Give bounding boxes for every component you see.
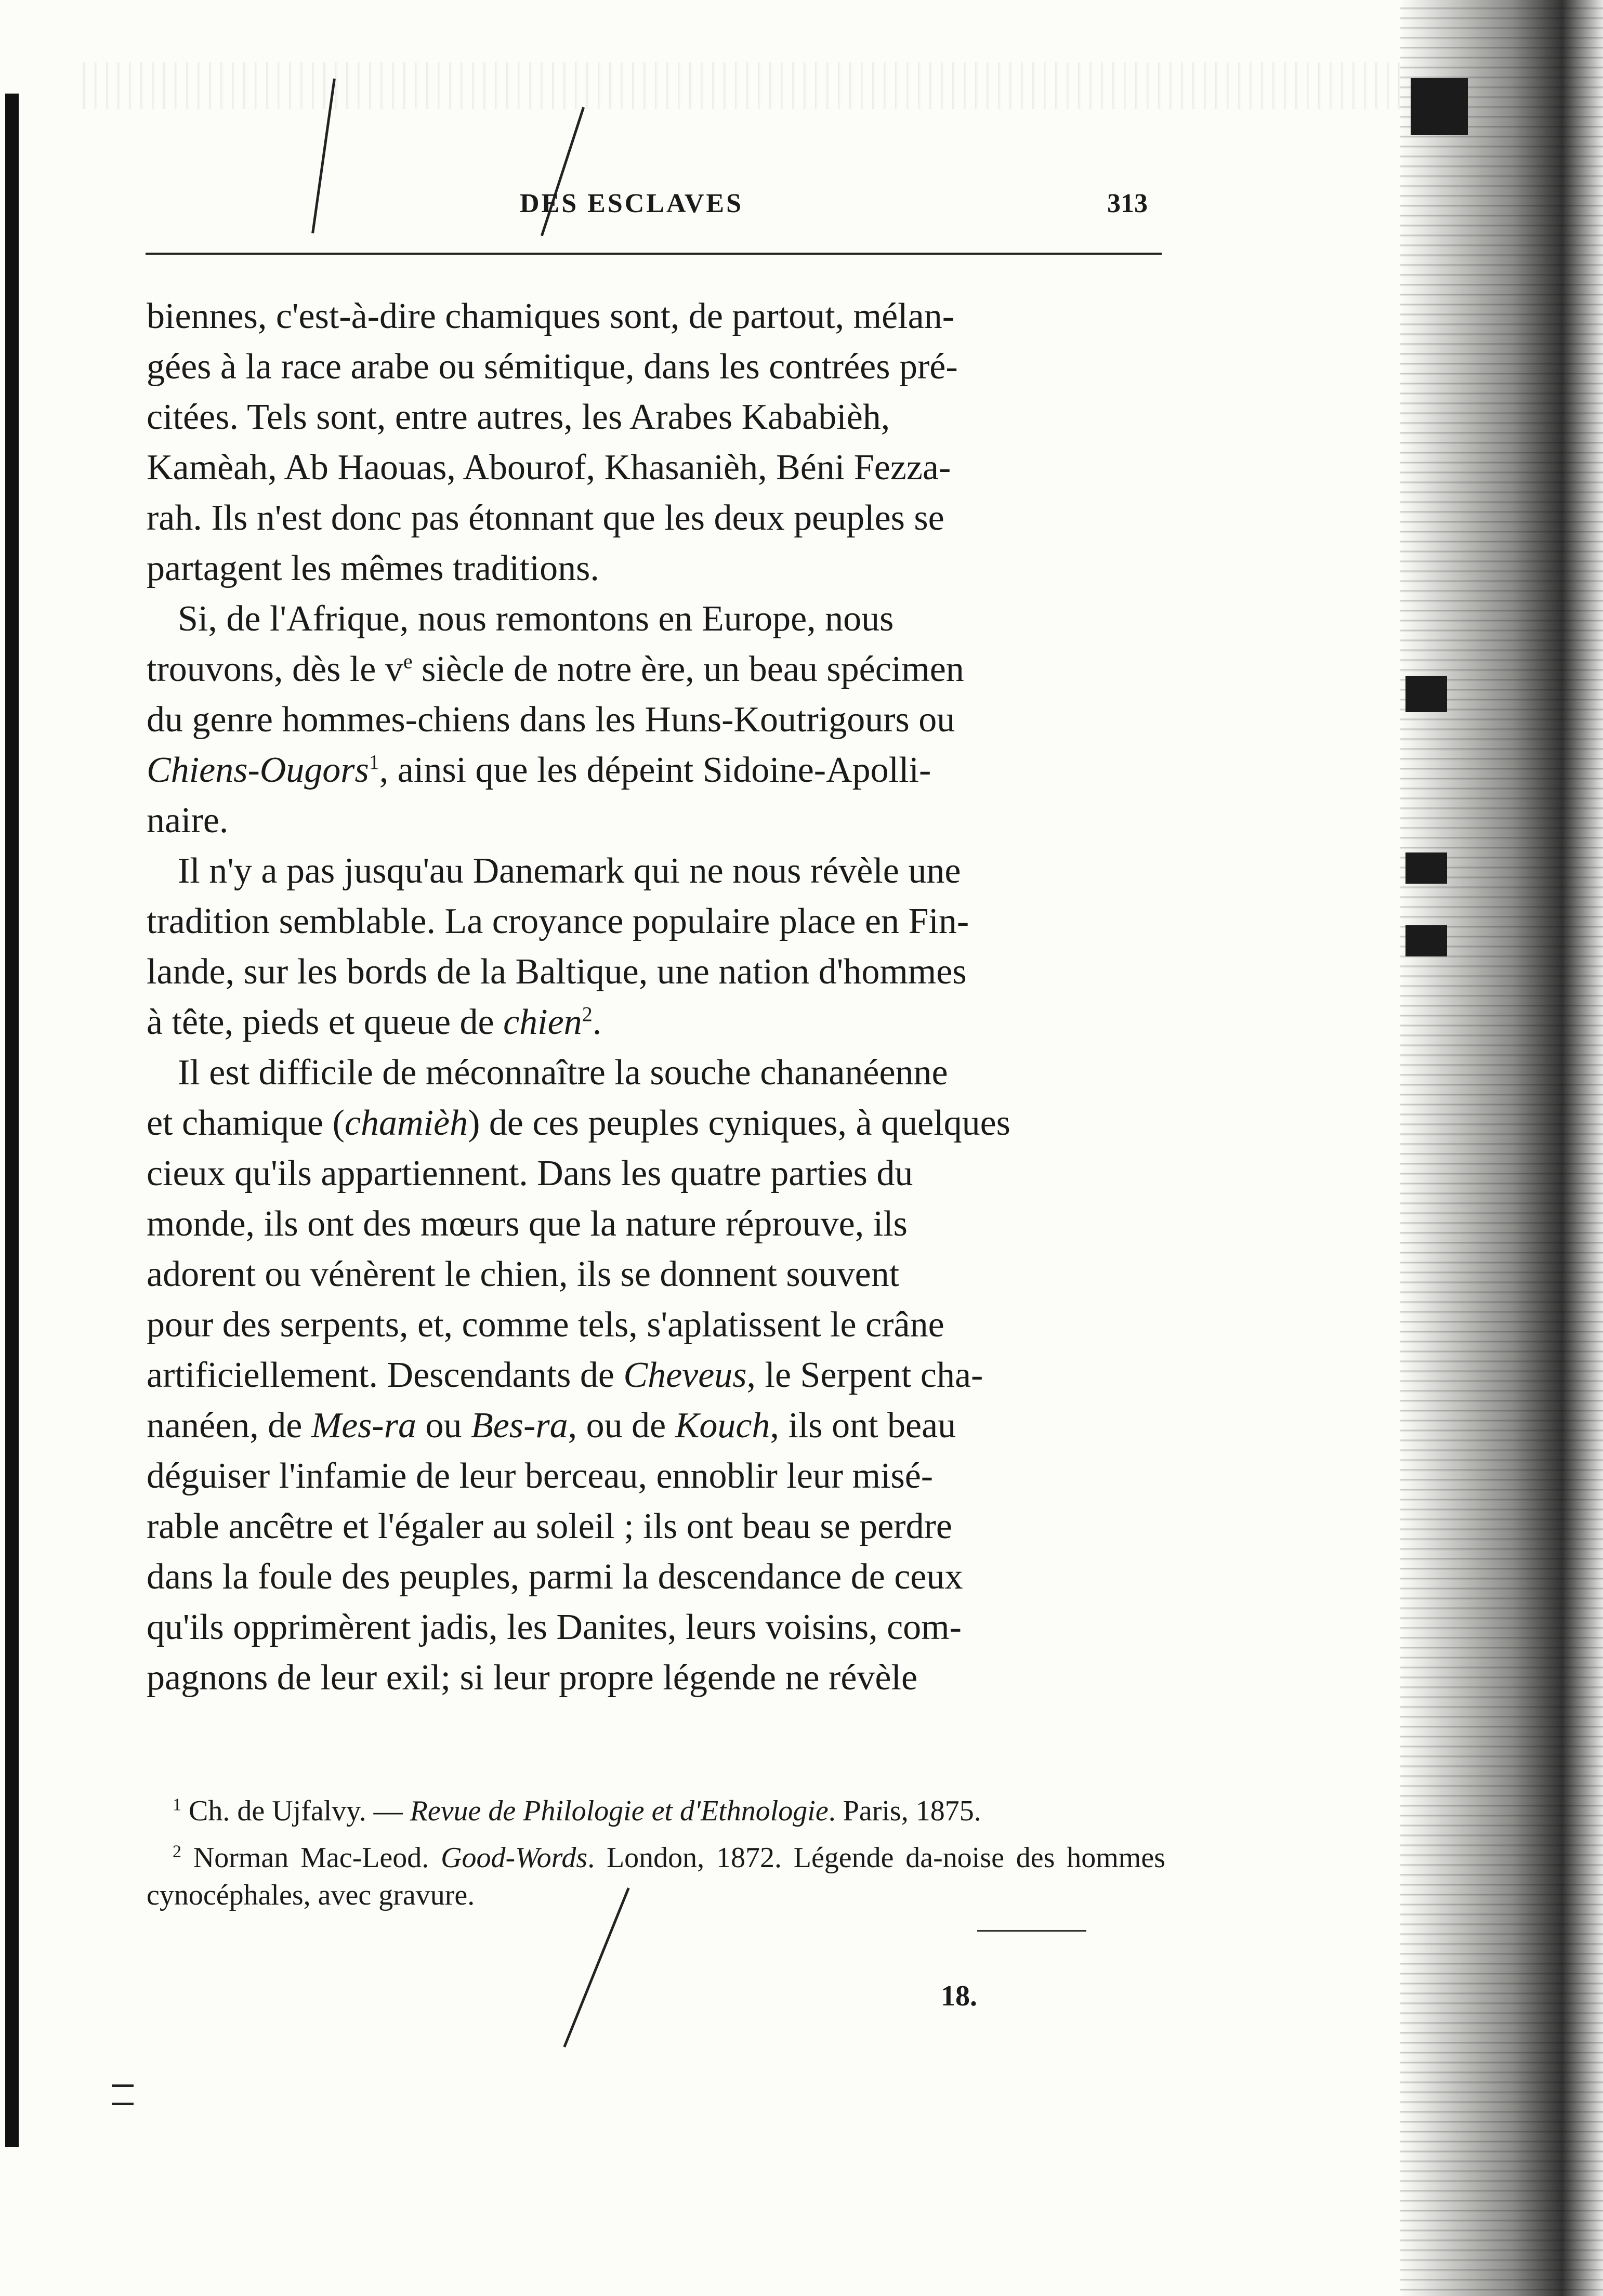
footnote-title: Revue de Philologie et d'Ethnologie (410, 1795, 829, 1827)
text-line: ) de ces peuples cyniques, à quelques (468, 1103, 1010, 1143)
superscript: e (403, 649, 413, 673)
scan-dark-block (1405, 676, 1447, 712)
footnote-text: Norman Mac-Leod. (181, 1842, 441, 1874)
header-rule (146, 253, 1162, 255)
text-line: à tête, pieds et queue de (147, 1002, 504, 1042)
italic-term: Mes-ra (311, 1406, 416, 1446)
italic-term: chamièh (344, 1103, 468, 1143)
text-line: rah. Ils n'est donc pas étonnant que les deux peuples se (147, 498, 944, 538)
text-line: adorent ou vénèrent le chien, ils se donnent souvent (147, 1254, 900, 1294)
paragraph-1 (147, 291, 1165, 594)
paragraph-4 (147, 1047, 1165, 1703)
footnote-text: . London, 1872. Légende da-noise des hommes cynocéphales, avec gravure. (147, 1842, 1166, 1911)
italic-term: chien (503, 1002, 582, 1042)
footnote-mark: 2 (173, 1842, 181, 1861)
text-line: . (592, 1002, 602, 1042)
text-line: Il est difficile de méconnaître la souche chananéenne (178, 1053, 948, 1093)
footnote-title: Good-Words (441, 1842, 588, 1874)
footnotes (147, 1792, 1165, 1923)
paragraph-3 (147, 846, 1165, 1047)
footnote-2 (147, 1839, 1165, 1914)
text-line: Il n'y a pas jusqu'au Danemark qui ne nous révèle une (178, 851, 961, 891)
text-line: , ainsi que les dépeint Sidoine-Apolli- (379, 750, 931, 790)
italic-term: Bes-ra (470, 1406, 568, 1446)
text-line: ou (416, 1406, 471, 1446)
text-line: trouvons, dès le v (147, 649, 403, 689)
text-line: tradition semblable. La croyance populaire place en Fin- (147, 901, 969, 941)
italic-term: Chiens-Ougors (147, 750, 369, 790)
footnote-text: Ch. de Ujfalvy. — (181, 1795, 410, 1827)
text-line: artificiellement. Descendants de (147, 1355, 624, 1395)
paragraph-2 (147, 594, 1165, 846)
body-text (147, 291, 1165, 1703)
text-line: , ou de (568, 1406, 675, 1446)
italic-term: Cheveus (623, 1355, 747, 1395)
page-number: 313 (1107, 189, 1148, 218)
text-line: déguiser l'infamie de leur berceau, ennoblir leur misé- (147, 1456, 934, 1496)
footnote-rule (977, 1930, 1086, 1932)
italic-term: Kouch (675, 1406, 770, 1446)
text-line: lande, sur les bords de la Baltique, une nation d'hommes (147, 952, 967, 992)
scan-mark (112, 2103, 134, 2105)
text-line: dans la foule des peuples, parmi la descendance de ceux (147, 1557, 963, 1597)
scan-dark-block (1405, 925, 1447, 956)
text-line: cieux qu'ils appartiennent. Dans les quatre parties du (147, 1153, 913, 1193)
text-line: citées. Tels sont, entre autres, les Arabes Kababièh, (147, 397, 890, 437)
text-line: du genre hommes-chiens dans les Huns-Koutrigours ou (147, 700, 955, 740)
footnote-ref: 2 (582, 1002, 593, 1026)
text-line: partagent les mêmes traditions. (147, 548, 599, 588)
text-line: Kamèah, Ab Haouas, Abourof, Khasanièh, Béni Fezza- (147, 448, 951, 488)
scan-mark (112, 2084, 134, 2087)
text-line: rable ancêtre et l'égaler au soleil ; ils ont beau se perdre (147, 1506, 952, 1546)
signature-mark: 18. (941, 1980, 977, 2012)
text-line: nanéen, de (147, 1406, 311, 1446)
footnote-ref: 1 (369, 750, 379, 774)
text-line: monde, ils ont des mœurs que la nature réprouve, ils (147, 1204, 908, 1244)
running-title: DES ESCLAVES (520, 189, 744, 218)
text-line: qu'ils opprimèrent jadis, les Danites, leurs voisins, com- (147, 1607, 962, 1647)
scan-edge-right (1400, 0, 1603, 2296)
text-line: naire. (147, 801, 229, 841)
text-line: pagnons de leur exil; si leur propre légende ne révèle (147, 1658, 918, 1698)
scan-dark-block (1411, 78, 1468, 135)
text-line: , le Serpent cha- (746, 1355, 983, 1395)
footnote-text: . Paris, 1875. (828, 1795, 981, 1827)
text-line: et chamique ( (147, 1103, 345, 1143)
text-line: biennes, c'est-à-dire chamiques sont, de partout, mélan- (147, 296, 955, 336)
scan-edge-left (5, 94, 19, 2147)
text-line: , ils ont beau (770, 1406, 956, 1446)
footnote-1 (147, 1792, 1165, 1830)
text-line: gées à la race arabe ou sémitique, dans les contrées pré- (147, 347, 958, 387)
scan-smudge-top (83, 62, 1414, 109)
footnote-mark: 1 (173, 1795, 181, 1815)
text-line: pour des serpents, et, comme tels, s'aplatissent le crâne (147, 1305, 944, 1345)
scan-dark-block (1405, 852, 1447, 884)
text-line: Si, de l'Afrique, nous remontons en Europe, nous (178, 599, 894, 639)
text-line: siècle de notre ère, un beau spécimen (412, 649, 964, 689)
